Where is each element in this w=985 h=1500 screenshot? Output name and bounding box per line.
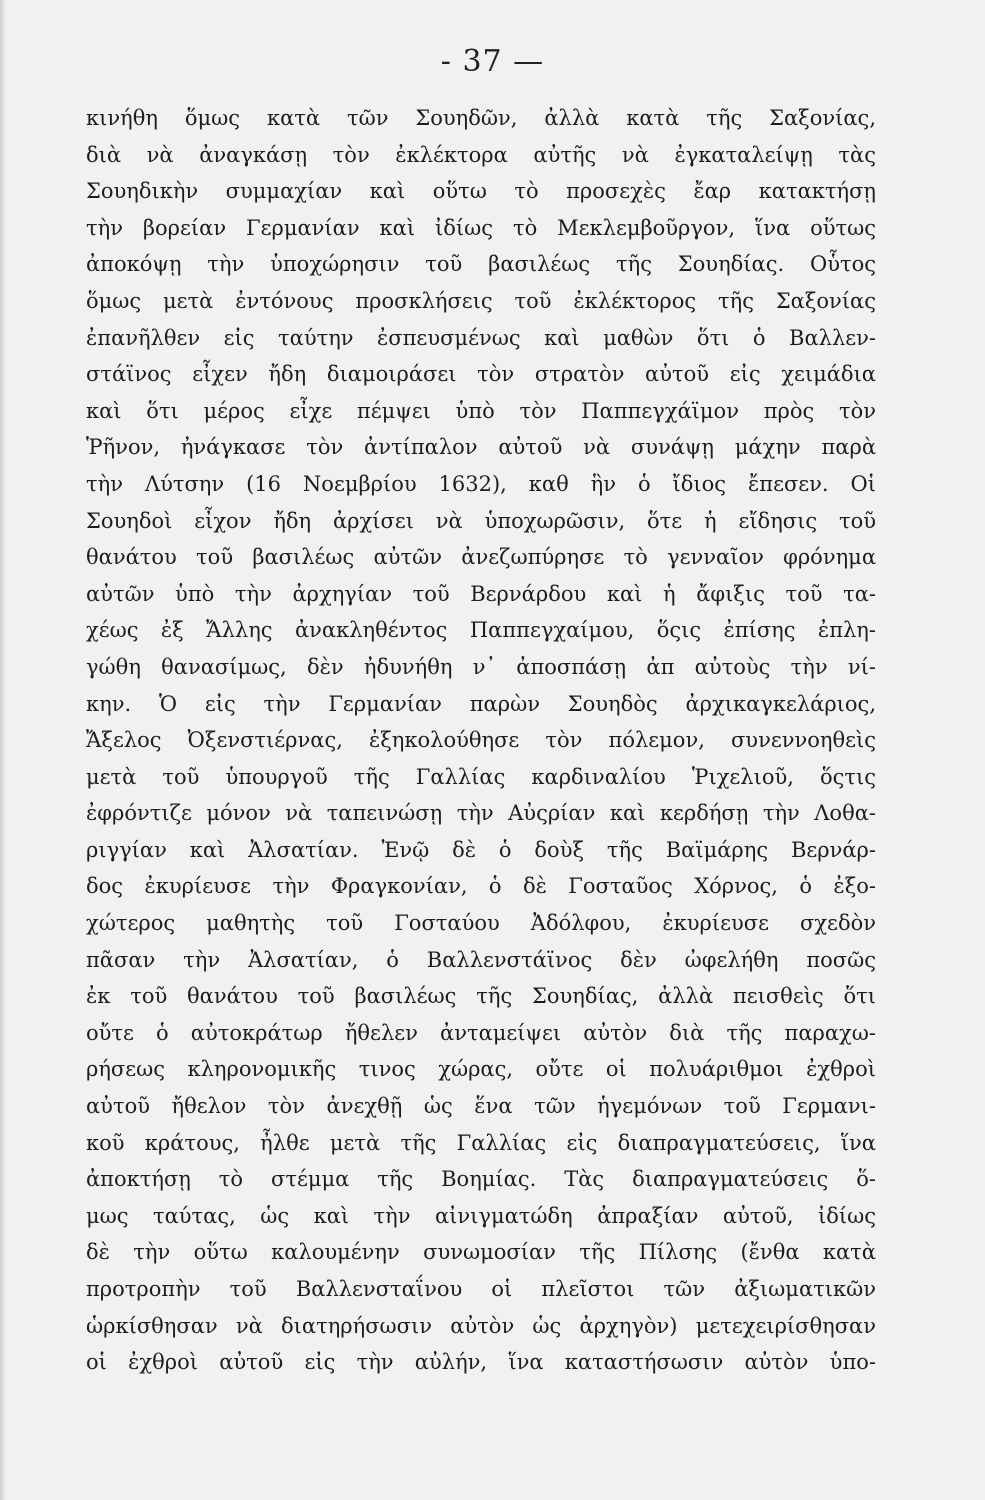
text-line: τὴν Λύτσην (16 Νοεμβρίου 1632), καθ ἣν ὁ ἴδιος ἔπεσεν. Οἱ — [86, 471, 876, 496]
text-line: οἱ ἐχθροὶ αὐτοῦ εἰς τὴν αὐλήν, ἵνα καταστήσωσιν αὐτὸν ὑπο- — [86, 1350, 876, 1375]
text-line: ἐπανῆλθεν εἰς ταύτην ἐσπευσμένως καὶ μαθὼν ὅτι ὁ Βαλλεν- — [86, 325, 876, 350]
text-line: ὅμως μετὰ ἐντόνους προσκλήσεις τοῦ ἐκλέκτορος τῆς Σαξονίας — [86, 288, 876, 313]
text-line: αὐτοῦ ἤθελον τὸν ἀνεχθῇ ὡς ἕνα τῶν ἡγεμόνων τοῦ Γερμανι- — [86, 1094, 876, 1119]
text-line: Σουηδικὴν συμμαχίαν καὶ οὕτω τὸ προσεχὲς ἔαρ κατακτήσῃ — [86, 179, 876, 204]
text-line: καὶ ὅτι μέρος εἶχε πέμψει ὑπὸ τὸν Παππεγχάϊμον πρὸς τὸν — [86, 398, 876, 423]
text-line: τὴν βορείαν Γερμανίαν καὶ ἰδίως τὸ Μεκλεμβοῦργον, ἵνα οὕτως — [86, 215, 876, 240]
text-line: πᾶσαν τὴν Ἀλσατίαν, ὁ Βαλλενστάϊνος δὲν ὠφελήθη ποσῶς — [86, 947, 876, 972]
text-line: Ῥῆνον, ἠνάγκασε τὸν ἀντίπαλον αὐτοῦ νὰ συνάψῃ μάχην παρὰ — [86, 435, 876, 460]
text-line: ἀποκόψῃ τὴν ὑποχώρησιν τοῦ βασιλέως τῆς Σουηδίας. Οὗτος — [86, 252, 876, 277]
text-line: μετὰ τοῦ ὑπουργοῦ τῆς Γαλλίας καρδιναλίου Ῥιχελιοῦ, ὅςτις — [86, 764, 876, 789]
text-line: κινήθη ὅμως κατὰ τῶν Σουηδῶν, ἀλλὰ κατὰ τῆς Σαξονίας, — [86, 106, 876, 130]
text-line: ἐφρόντιζε μόνον νὰ ταπεινώσῃ τὴν Αὐςρίαν καὶ κερδήσῃ τὴν Λοθα- — [86, 801, 876, 826]
text-line: γώθη θανασίμως, δὲν ἠδυνήθη ν᾿ ἀποσπάσῃ ἀπ αὐτοὺς τὴν νί- — [86, 654, 876, 679]
text-line: θανάτου τοῦ βασιλέως αὐτῶν ἀνεζωπύρησε τὸ γενναῖον φρόνημα — [86, 545, 876, 570]
text-line: οὔτε ὁ αὐτοκράτωρ ἤθελεν ἀνταμείψει αὐτὸν διὰ τῆς παραχω- — [86, 1020, 876, 1045]
page-number: - 37 — — [440, 44, 545, 79]
text-line: Σουηδοὶ εἶχον ἤδη ἀρχίσει νὰ ὑποχωρῶσιν, ὅτε ἡ εἴδησις τοῦ — [86, 508, 876, 533]
text-line: ἐκ τοῦ θανάτου τοῦ βασιλέως τῆς Σουηδίας, ἀλλὰ πεισθεὶς ὅτι — [86, 984, 876, 1009]
text-line: αὐτῶν ὑπὸ τὴν ἀρχηγίαν τοῦ Βερνάρδου καὶ ἡ ἄφιξις τοῦ τα- — [86, 581, 876, 606]
text-line: Ἄξελος Ὀξενστιέρνας, ἐξηκολούθησε τὸν πόλεμον, συνεννοηθεὶς — [86, 728, 876, 753]
text-line: ἀποκτήσῃ τὸ στέμμα τῆς Βοημίας. Τὰς διαπραγματεύσεις ὅ- — [86, 1167, 876, 1192]
text-line: κην. Ὁ εἰς τὴν Γερμανίαν παρὼν Σουηδὸς ἀρχικαγκελάριος, — [86, 691, 876, 716]
body-text — [86, 100, 876, 1381]
text-line: μως ταύτας, ὡς καὶ τὴν αἰνιγματώδη ἀπραξίαν αὐτοῦ, ἰδίως — [86, 1203, 876, 1228]
text-line: ριγγίαν καὶ Ἀλσατίαν. Ἐνῷ δὲ ὁ δοὺξ τῆς Βαϊμάρης Βερνάρ- — [86, 837, 876, 862]
text-line: κοῦ κράτους, ἦλθε μετὰ τῆς Γαλλίας εἰς διαπραγματεύσεις, ἵνα — [86, 1130, 876, 1155]
text-line: στάϊνος εἶχεν ἤδη διαμοιράσει τὸν στρατὸν αὐτοῦ εἰς χειμάδια — [86, 362, 876, 387]
text-line: δὲ τὴν οὕτω καλουμένην συνωμοσίαν τῆς Πίλσης (ἔνθα κατὰ — [86, 1240, 876, 1265]
text-line: προτροπὴν τοῦ Βαλλενσταΐνου οἱ πλεῖστοι τῶν ἀξιωματικῶν — [86, 1277, 876, 1301]
page-edge-shadow — [0, 0, 6, 1500]
text-line: ρήσεως κληρονομικῆς τινος χώρας, οὔτε οἱ πολυάριθμοι ἐχθροὶ — [86, 1057, 876, 1082]
text-line: χέως ἐξ Ἄλλης ἀνακληθέντος Παππεγχαίμου, ὅςις ἐπίσης ἐπλη- — [86, 618, 876, 643]
text-line: διὰ νὰ ἀναγκάσῃ τὸν ἐκλέκτορα αὐτῆς νὰ ἐγκαταλείψῃ τὰς — [86, 142, 876, 167]
text-line: χώτερος μαθητὴς τοῦ Γοσταύου Ἀδόλφου, ἐκυρίευσε σχεδὸν — [86, 911, 876, 936]
text-line: δος ἐκυρίευσε τὴν Φραγκονίαν, ὁ δὲ Γοσταῦος Χόρνος, ὁ ἐξο- — [86, 874, 876, 899]
text-line: ὡρκίσθησαν νὰ διατηρήσωσιν αὐτὸν ὡς ἀρχηγὸν) μετεχειρίσθησαν — [86, 1313, 876, 1338]
